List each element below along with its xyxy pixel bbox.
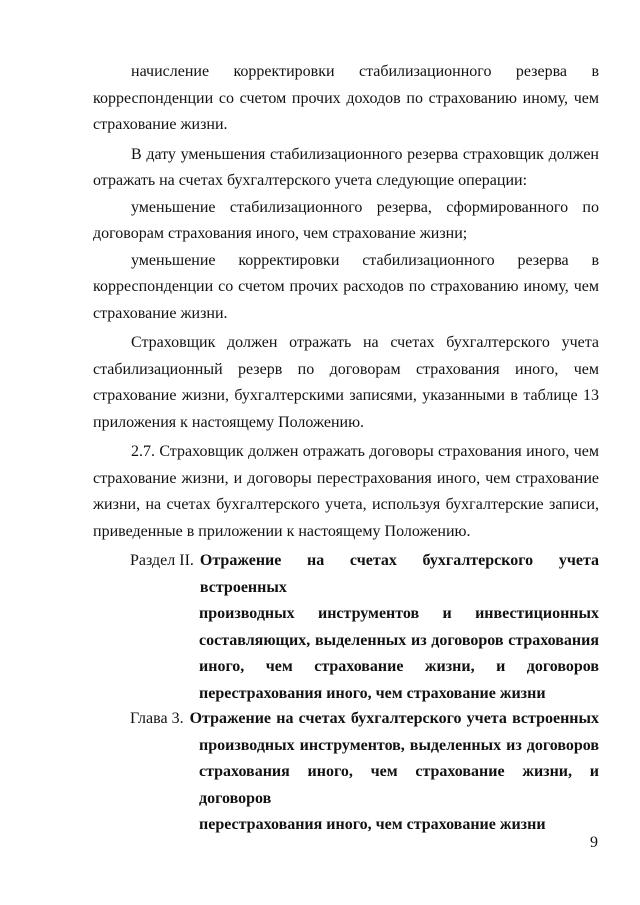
section-prefix: Раздел II. [130, 552, 194, 569]
chapter-title-line: Отражение на счетах бухгалтерского учета встроенных [189, 710, 599, 727]
section-title-line: иного, чем страхование жизни, и договоров [199, 658, 599, 675]
chapter-prefix: Глава 3. [130, 710, 184, 727]
paragraph-decrease-reserve: уменьшение стабилизационного резерва, сформированного по договорам страхования иного, чем страхование жизни; [93, 198, 599, 242]
section-title-line: Отражение на счетах бухгалтерского учета встроенных [199, 552, 599, 596]
body-text [93, 59, 599, 545]
section-title-line: составляющих, выделенных из договоров страхования [199, 631, 599, 649]
paragraph-reflect-reserve: Страховщик должен отражать на счетах бухгалтерского учета стабилизационный резерв по договорам страхования иного, чем страхование жизни, бухгалтерскими записями, указанными в таблице 13 приложения к настоящему Положению. [93, 334, 599, 431]
section-title [199, 548, 599, 707]
chapter-heading [93, 706, 599, 839]
chapter-title-line: перестрахования иного, чем страхование жизни [199, 816, 546, 833]
section-heading [93, 548, 599, 707]
page-number: 9 [590, 834, 598, 851]
paragraph-2-7: 2.7. Страховщик должен отражать договоры страхования иного, чем страхование жизни, и договоры перестрахования иного, чем страхование жизни, на счетах бухгалтерского учета, используя бухгалтерские записи, приведенные в приложении к настоящему Положению. [93, 443, 599, 540]
paragraph-accrual: начисление корректировки стабилизационного резерва в корреспонденции со счетом прочих доходов по страхованию иному, чем страхование жизни. [93, 63, 599, 133]
section-title-line: производных инструментов и инвестиционных [199, 605, 599, 622]
chapter-title [189, 706, 599, 839]
section-title-line: перестрахования иного, чем страхование жизни [199, 684, 546, 702]
paragraph-reserve-decrease: В дату уменьшения стабилизационного резерва страховщик должен отражать на счетах бухгалтерского учета следующие операции: [93, 145, 599, 189]
chapter-title-line: страхования иного, чем страхование жизни, и договоров [199, 763, 599, 807]
paragraph-decrease-adjustment: уменьшение корректировки стабилизационного резерва в корреспонденции со счетом прочих расходов по страхованию иному, чем страхование жизни. [93, 251, 599, 322]
chapter-title-line: производных инструментов, выделенных из договоров [199, 736, 599, 754]
